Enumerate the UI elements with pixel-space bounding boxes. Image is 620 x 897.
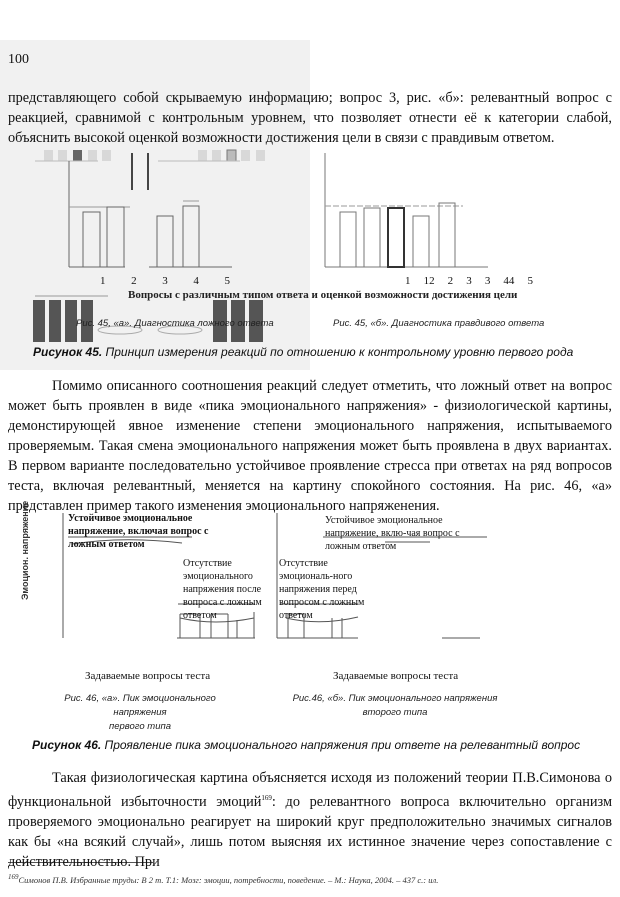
paragraph-3 xyxy=(8,768,612,872)
paragraph-2 xyxy=(8,376,612,516)
caption-line: Рис. 46, «а». Пик эмоционального напряжения xyxy=(64,693,216,718)
footnote-reference[interactable]: 169 xyxy=(261,794,272,802)
x-tick: 1 xyxy=(405,275,411,287)
x-tick: 5 xyxy=(224,275,230,287)
figure-45-title xyxy=(33,345,573,359)
figure-46-label: Рисунок 46. xyxy=(32,738,102,752)
figure-45b-caption: Рис. 45, «б». Диагностика правдивого ответа xyxy=(333,318,545,329)
figure-45a-caption: Рис. 45, «а». Диагностика ложного ответа xyxy=(76,318,274,329)
figure-45-axis-label: Вопросы с различным типом ответа и оценкой возможности достижения цели xyxy=(128,289,518,301)
paragraph-1 xyxy=(8,88,612,148)
footnote xyxy=(8,873,438,885)
figure-46b-x-label: Задаваемые вопросы теста xyxy=(333,670,459,682)
figure-45b-x-ticks xyxy=(405,275,533,287)
figure-46a-top-note: Устойчивое эмоциональное напряжение, включая вопрос с ложным ответом xyxy=(68,513,209,550)
figure-45-label: Рисунок 45. xyxy=(33,345,103,359)
footnote-text: Симонов П.В. Избранные труды: В 2 т. Т.1: Мозг: эмоции, потребности, поведение. – М.: Наука, 2004. – 437 с.: ил. xyxy=(18,874,439,885)
figure-46-title xyxy=(32,738,580,752)
x-tick: 12 xyxy=(423,275,435,287)
caption-line: второго типа xyxy=(362,707,428,718)
figure-46b-caption xyxy=(290,692,500,720)
paragraph-2-text: Помимо описанного соотношения реакций следует отметить, что ложный ответ на вопрос может быть проявлен в виде «пика эмоционального напряжения» - физиологической картины, демонстирующей явное изменение степени эмоционального напряжения, испытываемого проверяемым. Такая смена эмоционального напряжения может быть проявлена в двух вариантах. В первом варианте последовательно устойчивое проявление стресса при ответах на ряд вопросов теста, включая релевантный, меняется на картину спокойного состояния. На рис. 46, «а» представлен пример такого изменения эмоционального напряженения. xyxy=(8,378,612,514)
x-tick: 2 xyxy=(447,275,454,287)
figure-45a-x-ticks xyxy=(100,275,230,287)
figure-46a-low-note: Отсутствие эмоционального напряжения после вопроса с ложным ответом xyxy=(183,558,262,621)
paragraph-3-text-b: : до релевантного вопроса включительно организм проверяемого эмоционально реагирует на широкий круг предположительно значимых сигналов как бы «на всякий случай», лишь потом выясняя их истинное значение через сопоставление с действительностью. При xyxy=(8,793,612,870)
figure-46-y-axis-label: Эмоцион. напряжение xyxy=(20,500,30,600)
x-tick: 44 xyxy=(503,275,515,287)
page-number: 100 xyxy=(8,52,29,67)
x-tick: 3 xyxy=(466,275,472,287)
x-tick: 2 xyxy=(131,275,137,287)
caption-line: Рис.46, «б». Пик эмоционального напряжения xyxy=(292,693,498,704)
x-tick: 5 xyxy=(527,275,533,287)
figure-46b-low-note: Отсутствие эмоциональ-ного напряжения перед вопросом с ложным ответом xyxy=(279,558,365,621)
caption-line: первого типа xyxy=(108,721,172,732)
figure-45-graphics xyxy=(0,0,620,360)
x-tick: 3 xyxy=(484,275,491,287)
figure-45a-chart xyxy=(69,161,232,267)
figure-46-title-text: Проявление пика эмоционального напряжения при ответе на релевантный вопрос xyxy=(104,738,581,752)
figure-45a-faded-top-bars xyxy=(44,150,265,161)
figure-45-title-text: Принцип измерения реакций по отношению к контрольному уровню первого рода xyxy=(105,345,574,359)
x-tick: 1 xyxy=(100,275,106,287)
figure-46a-x-label: Задаваемые вопросы теста xyxy=(85,670,211,682)
x-tick: 3 xyxy=(162,275,168,287)
figure-45b-chart xyxy=(325,153,488,267)
figure-46b-top-note: Устойчивое эмоциональное напряжение, вклю-чая вопрос с ложным ответом xyxy=(325,515,460,552)
x-tick: 4 xyxy=(193,275,199,287)
paragraph-1-text: представляющего собой скрываемую информацию; вопрос 3, рис. «б»: релевантный вопрос с реакцией, сравнимой с контрольным уровнем, что позволяет отнести её к категории слабой, объяснить высокой оценкой возможности достижения цели в связи с правдивым ответом. xyxy=(8,90,612,146)
figure-46a-caption xyxy=(40,692,240,734)
paragraph-3-text-a: Такая физиологическая картина объясняется исходя из положений теории П.В.Симонова о функциональной избыточности эмоций xyxy=(8,770,612,810)
footnote-mark: 169 xyxy=(8,873,19,881)
